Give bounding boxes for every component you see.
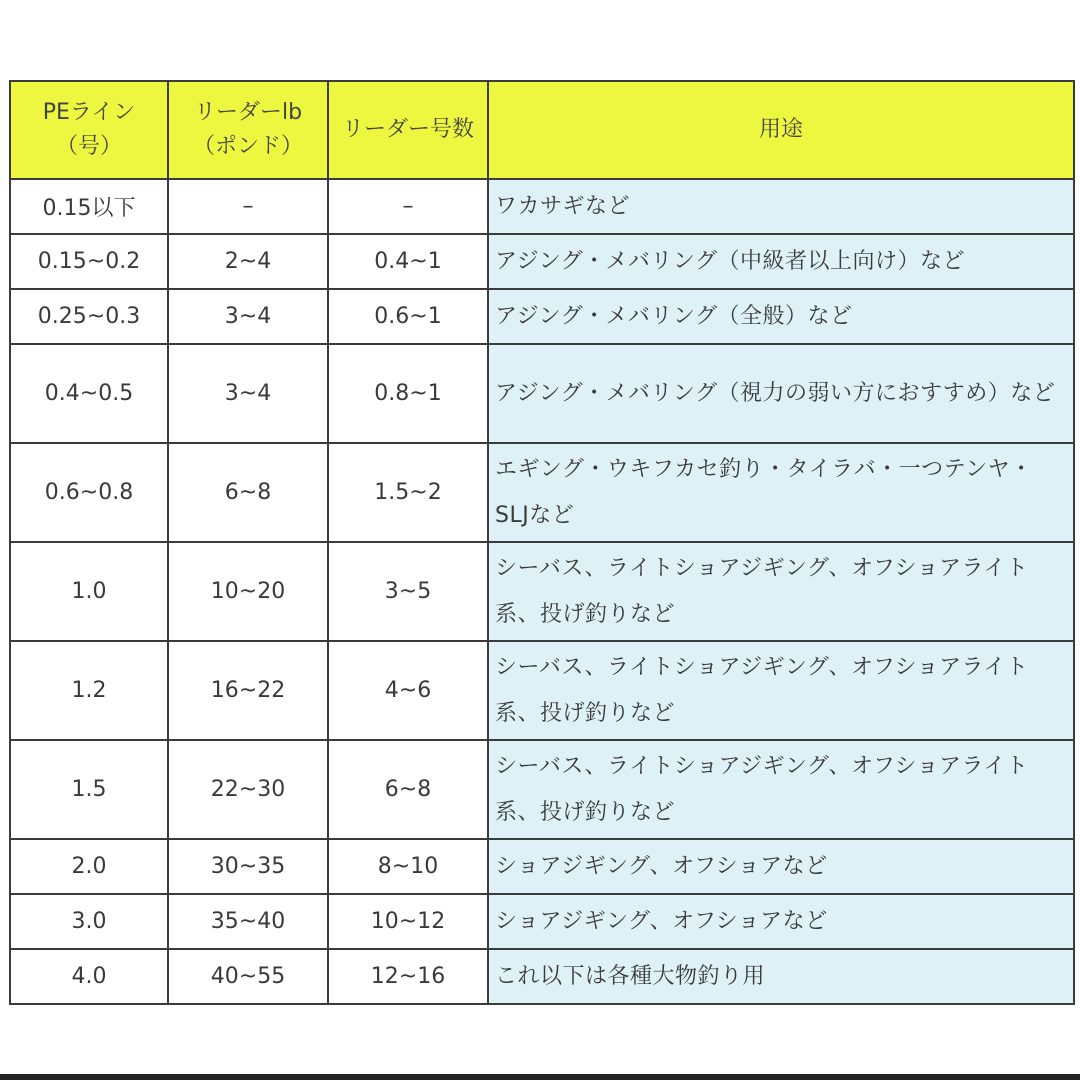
cell-leader-gou: 0.6~1 [328,289,488,344]
cell-leader-gou: 0.4~1 [328,234,488,289]
header-pe-line [10,81,168,179]
table-row [10,542,1074,641]
pe-line-leader-table [9,80,1075,1005]
cell-leader-gou: 4~6 [328,641,488,740]
cell-pe-line: 1.5 [10,740,168,839]
cell-leader-lb: 3~4 [168,289,328,344]
cell-leader-gou: 10~12 [328,894,488,949]
cell-leader-lb: 10~20 [168,542,328,641]
cell-leader-lb: 22~30 [168,740,328,839]
cell-pe-line: 1.2 [10,641,168,740]
cell-usage: ショアジギング、オフショアなど [488,839,1074,894]
header-pe-line-unit: （号） [55,134,122,159]
cell-leader-gou: 6~8 [328,740,488,839]
cell-leader-lb: 30~35 [168,839,328,894]
cell-usage: シーバス、ライトショアジギング、オフショアライト系、投げ釣りなど [488,740,1074,839]
cell-leader-gou: 1.5~2 [328,443,488,542]
table-row [10,740,1074,839]
cell-pe-line: 2.0 [10,839,168,894]
cell-usage: アジング・メバリング（全般）など [488,289,1074,344]
header-leader-lb-unit: （ポンド） [192,134,303,159]
cell-usage: ショアジギング、オフショアなど [488,894,1074,949]
table-row [10,289,1074,344]
cell-leader-lb: – [168,179,328,234]
table-row [10,179,1074,234]
table-row [10,344,1074,443]
header-usage [488,81,1074,179]
cell-pe-line: 0.4~0.5 [10,344,168,443]
table-row [10,234,1074,289]
table-body [10,179,1074,1004]
cell-pe-line: 0.6~0.8 [10,443,168,542]
header-leader-gou [328,81,488,179]
cell-leader-lb: 40~55 [168,949,328,1004]
cell-leader-gou: 12~16 [328,949,488,1004]
header-leader-lb [168,81,328,179]
cell-pe-line: 3.0 [10,894,168,949]
table-row [10,949,1074,1004]
table-row [10,443,1074,542]
cell-leader-gou: – [328,179,488,234]
cell-leader-lb: 35~40 [168,894,328,949]
cell-leader-gou: 8~10 [328,839,488,894]
cell-usage: アジング・メバリング（視力の弱い方におすすめ）など [488,344,1074,443]
cell-leader-lb: 2~4 [168,234,328,289]
header-leader-lb-text: リーダーlb [193,100,303,125]
cell-leader-gou: 3~5 [328,542,488,641]
table-row [10,839,1074,894]
header-usage-text: 用途 [758,117,803,142]
bottom-divider [0,1074,1080,1080]
cell-leader-lb: 16~22 [168,641,328,740]
cell-pe-line: 1.0 [10,542,168,641]
table-row [10,641,1074,740]
cell-pe-line: 0.15以下 [10,179,168,234]
cell-usage: シーバス、ライトショアジギング、オフショアライト系、投げ釣りなど [488,542,1074,641]
cell-leader-lb: 3~4 [168,344,328,443]
cell-pe-line: 4.0 [10,949,168,1004]
cell-usage: これ以下は各種大物釣り用 [488,949,1074,1004]
header-row [10,81,1074,179]
table-row [10,894,1074,949]
header-pe-line-text: PEライン [42,100,136,125]
cell-pe-line: 0.25~0.3 [10,289,168,344]
cell-leader-lb: 6~8 [168,443,328,542]
cell-usage: アジング・メバリング（中級者以上向け）など [488,234,1074,289]
cell-usage: ワカサギなど [488,179,1074,234]
cell-usage: エギング・ウキフカセ釣り・タイラバ・一つテンヤ・SLJなど [488,443,1074,542]
cell-leader-gou: 0.8~1 [328,344,488,443]
cell-pe-line: 0.15~0.2 [10,234,168,289]
header-leader-gou-text: リーダー号数 [341,117,474,142]
cell-usage: シーバス、ライトショアジギング、オフショアライト系、投げ釣りなど [488,641,1074,740]
